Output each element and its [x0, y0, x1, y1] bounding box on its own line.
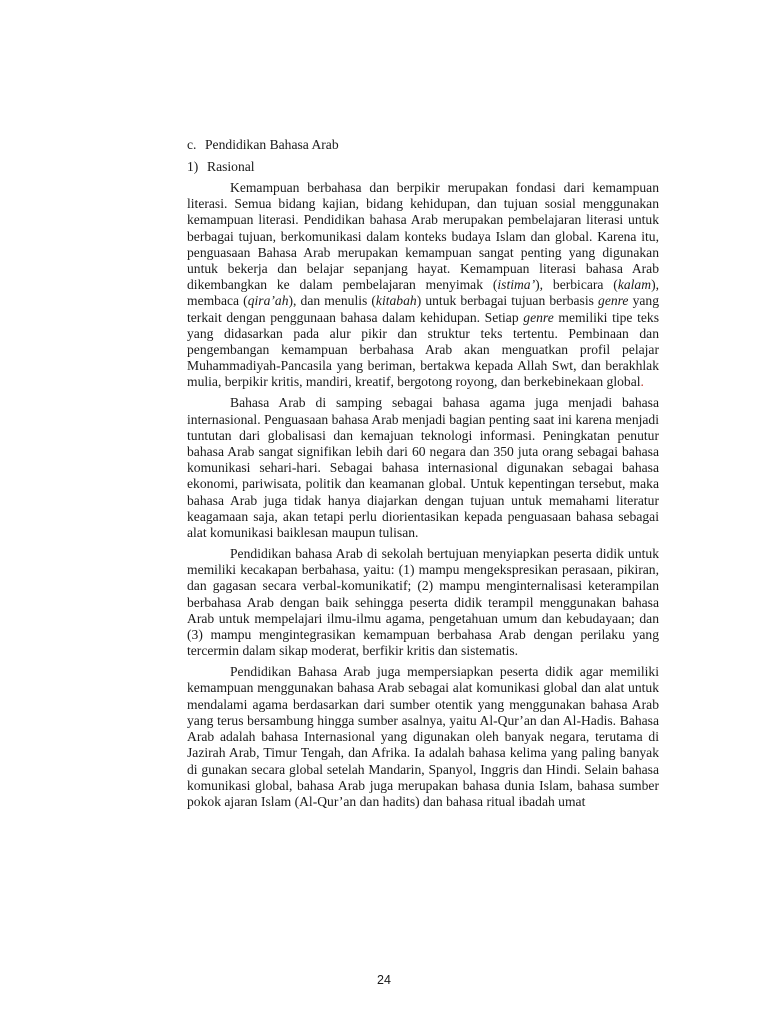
- subsection-title: Rasional: [207, 159, 255, 174]
- term-genre-2: genre: [523, 309, 554, 325]
- page-number: 24: [377, 973, 391, 987]
- subsection-marker: 1): [187, 159, 199, 174]
- paragraph-1-text-c: ), membaca (: [187, 277, 659, 309]
- paragraph-1-end-mark: .: [640, 374, 644, 390]
- term-istima: istima’: [497, 277, 536, 293]
- section-heading: [187, 136, 659, 158]
- term-kitabah: kitabah: [375, 293, 417, 309]
- term-qiraah: qira’ah: [247, 293, 289, 309]
- paragraph-1-text-e: ) untuk berbagai tujuan berbasis: [416, 293, 599, 309]
- paragraph-1-text-f: yang terkait dengan penggunaan bahasa dalam kehidupan. Setiap: [187, 293, 659, 325]
- paragraph-1-text-a: Kemampuan berbahasa dan berpikir merupakan fondasi dari kemampuan literasi. Semua bidang kajian, bidang kehidupan, dan tujuan sosial menggunakan kemampuan literasi. Pendidikan bahasa Arab merupakan pembelajaran literasi untuk berbagai tujuan, berkomunikasi dalam konteks budaya Islam dan global. Karena itu, penguasaan Bahasa Arab merupakan kemampuan sangat penting yang digunakan untuk bekerja dan belajar sepanjang hayat. Kemampuan literasi bahasa Arab dikembangkan ke dalam pembelajaran menyimak (: [187, 180, 659, 293]
- paragraph-1-text-b: ), berbicara (: [535, 277, 618, 293]
- section-title: Pendidikan Bahasa Arab: [205, 137, 339, 152]
- paragraph-1: [187, 180, 659, 391]
- paragraph-4: Pendidikan Bahasa Arab juga mempersiapkan peserta didik agar memiliki kemampuan menggunakan bahasa Arab sebagai alat komunikasi global dan alat untuk mendalami agama berdasarkan dari sumber otentik yang menggunakan bahasa Arab yang terus bersambung hingga sumber asalnya, yaitu Al-Qur’an dan Al-Hadis. Bahasa Arab adalah bahasa Internasional yang digunakan oleh banyak negara, terutama di Jazirah Arab, Timur Tengah, dan Afrika. Ia adalah bahasa kelima yang paling banyak di gunakan secara global setelah Mandarin, Spanyol, Inggris dan Hindi. Selain bahasa komunikasi global, bahasa Arab juga merupakan bahasa dunia Islam, bahasa sumber pokok ajaran Islam (Al-Qur’an dan hadits) dan bahasa ritual ibadah umat: [187, 664, 659, 809]
- page-content: [187, 136, 659, 815]
- paragraph-2: Bahasa Arab di samping sebagai bahasa agama juga menjadi bahasa internasional. Penguasaan bahasa Arab menjadi bagian penting saat ini karena menjadi tuntutan dari globalisasi dan kemajuan teknologi informasi. Peningkatan penutur bahasa Arab sangat signifikan lebih dari 60 negara dan 350 juta orang sebagai bahasa komunikasi sehari-hari. Sebagai bahasa internasional digunakan sebagai bahasa ekonomi, pariwisata, politik dan keamanan global. Untuk kepentingan tersebut, maka bahasa Arab juga tidak hanya diajarkan dengan tujuan untuk memahami literatur keagamaan saja, akan tetapi perlu diorientasikan kepada penguasaan bahasa sebagai alat komunikasi baiklesan maupun tulisan.: [187, 395, 659, 541]
- section-marker: c.: [187, 137, 197, 152]
- term-genre-1: genre: [598, 293, 629, 309]
- paragraph-1-text-g: memiliki tipe teks yang didasarkan pada alur pikir dan struktur teks tertentu. Pembinaan dan pengembangan kemampuan berbahasa Arab akan menguatkan profil pelajar Muhammadiyah-Pancasila yang beriman, bertakwa kepada Allah Swt, dan berakhlak mulia, berpikir kritis, mandiri, kreatif, bergotong royong, dan berkebinekaan global: [187, 309, 659, 390]
- term-kalam: kalam: [617, 277, 652, 293]
- subsection-heading: [187, 158, 659, 180]
- paragraph-1-text-d: ), dan menulis (: [288, 293, 376, 309]
- paragraph-3: Pendidikan bahasa Arab di sekolah bertujuan menyiapkan peserta didik untuk memiliki kecakapan berbahasa, yaitu: (1) mampu mengekspresikan perasaan, pikiran, dan gagasan secara verbal-komunikatif; (2) mampu menginternalisasi keterampilan berbahasa Arab dengan baik sehingga peserta didik terampil menggunakan bahasa Arab untuk mempelajari ilmu-ilmu agama, pengetahuan umum dan kebudayaan; dan (3) mampu mengintegrasikan kemampuan berbahasa Arab dengan perilaku yang tercermin dalam sikap moderat, berfikir kritis dan sistematis.: [187, 546, 659, 659]
